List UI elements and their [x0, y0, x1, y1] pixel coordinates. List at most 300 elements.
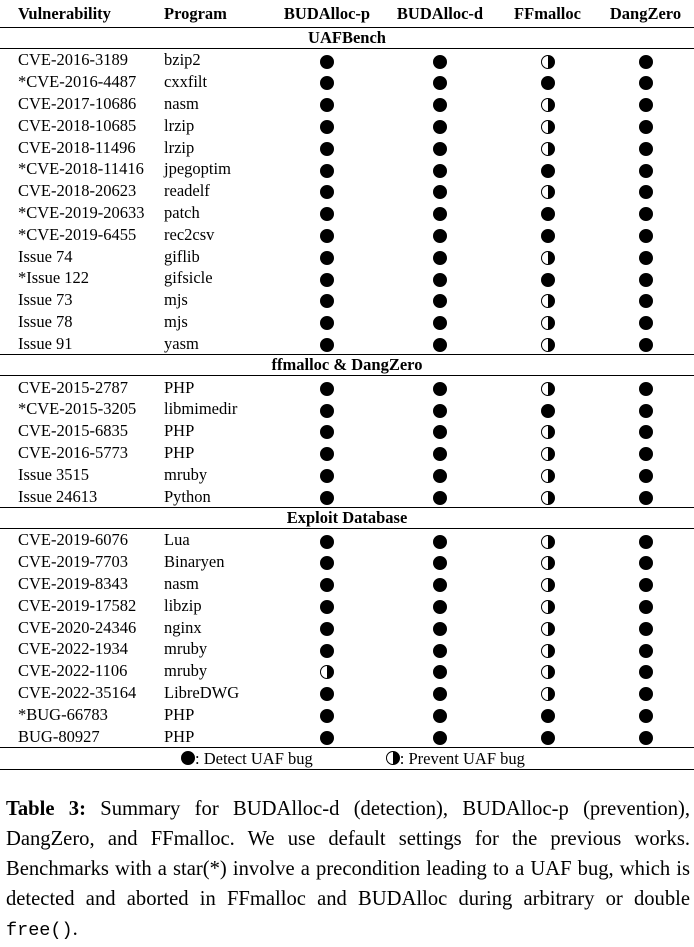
full-circle-icon	[433, 491, 447, 505]
full-circle-icon	[639, 273, 653, 287]
vulnerability-cell: *CVE-2018-11416	[18, 159, 144, 179]
program-cell: patch	[164, 202, 200, 222]
full-circle-icon	[639, 731, 653, 745]
full-circle-icon	[320, 578, 334, 592]
program-cell: PHP	[164, 421, 195, 441]
vulnerability-cell: Issue 24613	[18, 486, 98, 506]
vulnerability-cell: CVE-2022-1106	[18, 661, 128, 681]
table-row	[0, 442, 694, 464]
budalloc-p-cell	[272, 332, 382, 354]
ffmalloc-cell	[498, 332, 597, 354]
full-circle-icon	[639, 535, 653, 549]
full-circle-icon	[320, 207, 334, 221]
budalloc-p-cell	[272, 71, 382, 93]
full-circle-icon	[639, 665, 653, 679]
dangzero-cell	[597, 703, 694, 725]
program-cell: Python	[164, 486, 211, 506]
full-circle-icon	[433, 185, 447, 199]
budalloc-d-cell	[382, 638, 498, 660]
full-circle-icon	[639, 447, 653, 461]
table-row	[0, 573, 694, 595]
table-row	[0, 528, 694, 550]
program-cell: readelf	[164, 181, 210, 201]
vulnerability-cell: CVE-2022-35164	[18, 682, 137, 702]
half-circle-icon	[541, 98, 555, 112]
dangzero-cell	[597, 71, 694, 93]
full-circle-icon	[320, 469, 334, 483]
full-circle-icon	[320, 600, 334, 614]
table-row	[0, 49, 694, 71]
full-circle-icon	[433, 229, 447, 243]
budalloc-p-cell	[272, 202, 382, 224]
budalloc-d-cell	[382, 485, 498, 507]
full-circle-icon	[639, 644, 653, 658]
ffmalloc-cell	[498, 573, 597, 595]
budalloc-p-cell	[272, 551, 382, 573]
half-circle-icon	[541, 185, 555, 199]
full-circle-icon	[433, 687, 447, 701]
budalloc-d-cell	[382, 180, 498, 202]
table-row	[0, 682, 694, 704]
budalloc-p-cell	[272, 573, 382, 595]
vulnerability-cell: CVE-2018-20623	[18, 181, 137, 201]
full-circle-icon	[320, 687, 334, 701]
full-circle-icon	[433, 294, 447, 308]
budalloc-p-cell	[272, 528, 382, 550]
full-circle-icon	[639, 316, 653, 330]
table-row	[0, 551, 694, 573]
full-circle-icon	[320, 76, 334, 90]
dangzero-cell	[597, 420, 694, 442]
budalloc-d-cell	[382, 289, 498, 311]
table-row	[0, 485, 694, 507]
full-circle-icon	[541, 404, 555, 418]
budalloc-p-cell	[272, 485, 382, 507]
full-circle-icon	[320, 55, 334, 69]
ffmalloc-cell	[498, 551, 597, 573]
program-cell: mruby	[164, 464, 208, 484]
full-circle-icon	[433, 120, 447, 134]
dangzero-cell	[597, 114, 694, 136]
ffmalloc-cell	[498, 223, 597, 245]
program-cell: lrzip	[164, 137, 195, 157]
ffmalloc-cell	[498, 376, 597, 398]
full-circle-icon	[541, 731, 555, 745]
dangzero-cell	[597, 202, 694, 224]
budalloc-p-cell	[272, 376, 382, 398]
dangzero-cell	[597, 660, 694, 682]
half-circle-icon	[541, 447, 555, 461]
table-caption	[6, 794, 690, 946]
section-ffmalloc-dangzero	[0, 355, 694, 376]
vulnerability-cell: CVE-2017-10686	[18, 93, 137, 113]
full-circle-icon	[639, 120, 653, 134]
full-circle-icon	[320, 382, 334, 396]
program-cell: PHP	[164, 704, 195, 724]
table-row	[0, 289, 694, 311]
budalloc-d-cell	[382, 332, 498, 354]
full-circle-icon	[320, 709, 334, 723]
full-circle-icon	[541, 207, 555, 221]
full-circle-icon	[433, 469, 447, 483]
dangzero-cell	[597, 528, 694, 550]
vulnerability-cell: Issue 78	[18, 311, 73, 331]
vulnerability-cell: CVE-2019-17582	[18, 595, 137, 615]
full-circle-icon	[433, 556, 447, 570]
table-row	[0, 71, 694, 93]
budalloc-p-cell	[272, 289, 382, 311]
full-circle-icon	[433, 578, 447, 592]
table-row	[0, 420, 694, 442]
full-circle-icon	[639, 142, 653, 156]
half-circle-icon	[541, 294, 555, 308]
full-circle-icon	[433, 731, 447, 745]
table-row	[0, 725, 694, 747]
dangzero-cell	[597, 682, 694, 704]
full-circle-icon	[639, 709, 653, 723]
full-circle-icon	[320, 556, 334, 570]
table-row	[0, 93, 694, 115]
ffmalloc-cell	[498, 49, 597, 71]
budalloc-d-cell	[382, 223, 498, 245]
dangzero-cell	[597, 638, 694, 660]
budalloc-d-cell	[382, 136, 498, 158]
table-row	[0, 463, 694, 485]
budalloc-d-cell	[382, 202, 498, 224]
program-cell: Binaryen	[164, 552, 225, 572]
full-circle-icon	[181, 751, 195, 765]
budalloc-d-cell	[382, 594, 498, 616]
budalloc-d-cell	[382, 442, 498, 464]
table-row	[0, 136, 694, 158]
section-title: ffmalloc & DangZero	[0, 355, 694, 376]
section-title: Exploit Database	[0, 507, 694, 528]
budalloc-d-cell	[382, 725, 498, 747]
dangzero-cell	[597, 158, 694, 180]
full-circle-icon	[433, 142, 447, 156]
vulnerability-cell: CVE-2016-3189	[18, 50, 128, 70]
full-circle-icon	[541, 273, 555, 287]
program-cell: mruby	[164, 639, 208, 659]
vulnerability-cell: Issue 3515	[18, 464, 90, 484]
full-circle-icon	[639, 600, 653, 614]
budalloc-d-cell	[382, 551, 498, 573]
section-exploit-database	[0, 507, 694, 528]
ffmalloc-cell	[498, 71, 597, 93]
full-circle-icon	[639, 207, 653, 221]
ffmalloc-cell	[498, 703, 597, 725]
full-circle-icon	[320, 404, 334, 418]
table-row	[0, 223, 694, 245]
full-circle-icon	[639, 251, 653, 265]
budalloc-d-cell	[382, 49, 498, 71]
full-circle-icon	[433, 98, 447, 112]
dangzero-cell	[597, 616, 694, 638]
full-circle-icon	[541, 76, 555, 90]
program-cell: cxxfilt	[164, 72, 208, 92]
half-circle-icon	[541, 425, 555, 439]
full-circle-icon	[639, 338, 653, 352]
caption-text: Summary for BUDAlloc-d (detection), BUDAlloc-p (prevention), DangZero, and FFmalloc. We use default settings for the previous works. Benchmarks with a star(*) involve a precondition leading to a UAF bug, which is detected and aborted in FFmalloc and BUDAlloc during arbitrary or double	[6, 798, 690, 910]
full-circle-icon	[639, 382, 653, 396]
table-body	[0, 28, 694, 748]
budalloc-d-cell	[382, 573, 498, 595]
full-circle-icon	[433, 600, 447, 614]
dangzero-cell	[597, 376, 694, 398]
ffmalloc-cell	[498, 180, 597, 202]
full-circle-icon	[639, 578, 653, 592]
section-title: UAFBench	[0, 28, 694, 49]
ffmalloc-cell	[498, 289, 597, 311]
budalloc-d-cell	[382, 114, 498, 136]
full-circle-icon	[320, 120, 334, 134]
budalloc-p-cell	[272, 136, 382, 158]
budalloc-p-cell	[272, 594, 382, 616]
half-circle-icon	[386, 751, 400, 765]
budalloc-p-cell	[272, 114, 382, 136]
vulnerability-cell: *Issue 122	[18, 268, 90, 288]
budalloc-p-cell	[272, 93, 382, 115]
full-circle-icon	[320, 425, 334, 439]
budalloc-d-cell	[382, 376, 498, 398]
budalloc-d-cell	[382, 703, 498, 725]
program-cell: nginx	[164, 617, 202, 637]
legend-prevent	[386, 748, 525, 769]
dangzero-cell	[597, 49, 694, 71]
vulnerability-cell: *CVE-2019-20633	[18, 202, 145, 222]
caption-label: Table 3:	[6, 798, 86, 820]
vulnerability-cell: CVE-2022-1934	[18, 639, 128, 659]
full-circle-icon	[639, 469, 653, 483]
budalloc-p-cell	[272, 682, 382, 704]
program-cell: LibreDWG	[164, 682, 240, 702]
vulnerability-cell: CVE-2020-24346	[18, 617, 137, 637]
dangzero-cell	[597, 289, 694, 311]
half-circle-icon	[541, 338, 555, 352]
dangzero-cell	[597, 267, 694, 289]
dangzero-cell	[597, 311, 694, 333]
budalloc-d-cell	[382, 660, 498, 682]
budalloc-d-cell	[382, 245, 498, 267]
ffmalloc-cell	[498, 594, 597, 616]
ffmalloc-cell	[498, 638, 597, 660]
half-circle-icon	[541, 469, 555, 483]
half-circle-icon	[541, 556, 555, 570]
program-cell: PHP	[164, 726, 195, 746]
budalloc-p-cell	[272, 267, 382, 289]
table-row	[0, 245, 694, 267]
program-cell: giflib	[164, 246, 200, 266]
header-ffmalloc: FFmalloc	[498, 0, 597, 28]
vulnerability-cell: CVE-2018-10685	[18, 115, 137, 135]
program-cell: bzip2	[164, 50, 201, 70]
full-circle-icon	[320, 535, 334, 549]
half-circle-icon	[541, 578, 555, 592]
full-circle-icon	[639, 185, 653, 199]
table-row	[0, 267, 694, 289]
budalloc-d-cell	[382, 267, 498, 289]
vulnerability-cell: CVE-2018-11496	[18, 137, 136, 157]
header-budalloc-p: BUDAlloc-p	[272, 0, 382, 28]
table-legend	[0, 747, 694, 769]
budalloc-d-cell	[382, 682, 498, 704]
table-row	[0, 311, 694, 333]
ffmalloc-cell	[498, 660, 597, 682]
vulnerability-cell: CVE-2015-2787	[18, 377, 128, 397]
half-circle-icon	[541, 687, 555, 701]
budalloc-p-cell	[272, 398, 382, 420]
budalloc-p-cell	[272, 420, 382, 442]
table-row	[0, 180, 694, 202]
full-circle-icon	[639, 98, 653, 112]
budalloc-d-cell	[382, 528, 498, 550]
table-row	[0, 616, 694, 638]
ffmalloc-cell	[498, 202, 597, 224]
full-circle-icon	[433, 273, 447, 287]
caption-code: free()	[6, 920, 73, 941]
table-row	[0, 638, 694, 660]
dangzero-cell	[597, 594, 694, 616]
half-circle-icon	[541, 55, 555, 69]
legend-prevent-label: : Prevent UAF bug	[399, 748, 525, 768]
ffmalloc-cell	[498, 442, 597, 464]
half-circle-icon	[541, 665, 555, 679]
ffmalloc-cell	[498, 682, 597, 704]
table-row	[0, 158, 694, 180]
half-circle-icon	[320, 665, 334, 679]
full-circle-icon	[433, 535, 447, 549]
dangzero-cell	[597, 442, 694, 464]
full-circle-icon	[433, 338, 447, 352]
full-circle-icon	[320, 338, 334, 352]
full-circle-icon	[320, 142, 334, 156]
vulnerability-cell: *CVE-2016-4487	[18, 72, 137, 92]
budalloc-p-cell	[272, 311, 382, 333]
full-circle-icon	[541, 229, 555, 243]
vulnerability-cell: *BUG-66783	[18, 704, 108, 724]
full-circle-icon	[320, 491, 334, 505]
table-row	[0, 660, 694, 682]
full-circle-icon	[639, 76, 653, 90]
full-circle-icon	[433, 404, 447, 418]
caption-end: .	[72, 918, 78, 940]
ffmalloc-cell	[498, 267, 597, 289]
full-circle-icon	[320, 229, 334, 243]
half-circle-icon	[541, 600, 555, 614]
section-uafbench	[0, 28, 694, 49]
budalloc-p-cell	[272, 616, 382, 638]
budalloc-p-cell	[272, 158, 382, 180]
full-circle-icon	[639, 55, 653, 69]
dangzero-cell	[597, 245, 694, 267]
full-circle-icon	[639, 687, 653, 701]
full-circle-icon	[433, 251, 447, 265]
header-dangzero: DangZero	[597, 0, 694, 28]
full-circle-icon	[320, 447, 334, 461]
full-circle-icon	[320, 98, 334, 112]
full-circle-icon	[320, 251, 334, 265]
program-cell: libzip	[164, 595, 202, 615]
dangzero-cell	[597, 485, 694, 507]
budalloc-d-cell	[382, 420, 498, 442]
full-circle-icon	[639, 229, 653, 243]
program-cell: PHP	[164, 442, 195, 462]
full-circle-icon	[639, 491, 653, 505]
budalloc-p-cell	[272, 463, 382, 485]
ffmalloc-cell	[498, 158, 597, 180]
program-cell: rec2csv	[164, 224, 215, 244]
ffmalloc-cell	[498, 485, 597, 507]
vulnerability-cell: CVE-2015-6835	[18, 421, 128, 441]
half-circle-icon	[541, 251, 555, 265]
table-row	[0, 114, 694, 136]
full-circle-icon	[639, 622, 653, 636]
half-circle-icon	[541, 622, 555, 636]
program-cell: mruby	[164, 661, 208, 681]
dangzero-cell	[597, 573, 694, 595]
full-circle-icon	[433, 425, 447, 439]
header-vulnerability: Vulnerability	[0, 0, 164, 28]
table-row	[0, 703, 694, 725]
budalloc-d-cell	[382, 311, 498, 333]
program-cell: PHP	[164, 377, 195, 397]
table-header	[0, 0, 694, 28]
dangzero-cell	[597, 551, 694, 573]
budalloc-d-cell	[382, 93, 498, 115]
budalloc-p-cell	[272, 725, 382, 747]
full-circle-icon	[433, 447, 447, 461]
ffmalloc-cell	[498, 311, 597, 333]
full-circle-icon	[433, 665, 447, 679]
full-circle-icon	[433, 622, 447, 636]
budalloc-p-cell	[272, 245, 382, 267]
full-circle-icon	[433, 644, 447, 658]
budalloc-p-cell	[272, 180, 382, 202]
table-row	[0, 376, 694, 398]
dangzero-cell	[597, 223, 694, 245]
full-circle-icon	[320, 273, 334, 287]
full-circle-icon	[320, 731, 334, 745]
program-cell: nasm	[164, 93, 199, 113]
ffmalloc-cell	[498, 114, 597, 136]
ffmalloc-cell	[498, 398, 597, 420]
budalloc-d-cell	[382, 463, 498, 485]
half-circle-icon	[541, 644, 555, 658]
vulnerability-cell: Issue 74	[18, 246, 73, 266]
program-cell: mjs	[164, 290, 188, 310]
dangzero-cell	[597, 180, 694, 202]
full-circle-icon	[433, 55, 447, 69]
vulnerability-cell: CVE-2019-7703	[18, 552, 128, 572]
full-circle-icon	[433, 164, 447, 178]
vulnerability-cell: CVE-2019-6076	[18, 530, 128, 550]
vulnerability-cell: *CVE-2019-6455	[18, 224, 137, 244]
full-circle-icon	[433, 316, 447, 330]
full-circle-icon	[433, 709, 447, 723]
table-row	[0, 594, 694, 616]
table-row	[0, 332, 694, 354]
budalloc-p-cell	[272, 703, 382, 725]
vulnerability-cell: Issue 91	[18, 333, 73, 353]
vulnerability-cell: CVE-2016-5773	[18, 442, 128, 462]
ffmalloc-cell	[498, 420, 597, 442]
vulnerability-cell: Issue 73	[18, 290, 73, 310]
ffmalloc-cell	[498, 245, 597, 267]
vulnerability-cell: BUG-80927	[18, 726, 100, 746]
full-circle-icon	[320, 294, 334, 308]
vulnerability-cell: *CVE-2015-3205	[18, 399, 137, 419]
ffmalloc-cell	[498, 616, 597, 638]
